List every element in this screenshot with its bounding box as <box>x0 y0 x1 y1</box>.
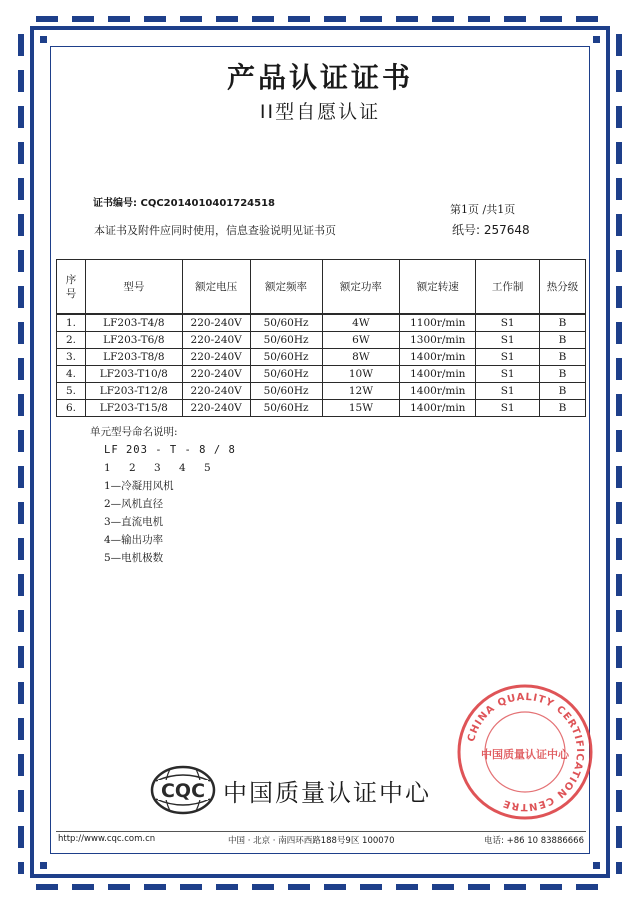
cell-speed: 1400r/min <box>400 383 476 400</box>
naming-number: 2 <box>129 462 136 474</box>
cell-model: LF203-T12/8 <box>85 383 182 400</box>
table-row <box>57 383 586 400</box>
naming-number: 1 <box>104 462 111 474</box>
header-power: 额定功率 <box>322 260 400 315</box>
certificate-number <box>93 194 275 209</box>
table-header-row <box>57 260 586 315</box>
cell-power: 12W <box>322 383 400 400</box>
cell-power: 4W <box>322 314 400 332</box>
model-naming-section <box>90 423 236 567</box>
cell-duty: S1 <box>476 383 540 400</box>
cell-voltage: 220-240V <box>182 366 250 383</box>
cell-frequency: 50/60Hz <box>250 349 322 366</box>
organization-name: 中国质量认证中心 <box>223 779 431 807</box>
header-seq <box>57 260 86 315</box>
naming-code: LF 203 - T - 8 / 8 <box>104 444 236 456</box>
corner-mark <box>40 36 47 43</box>
header-speed: 额定转速 <box>400 260 476 315</box>
seal-graphic <box>455 682 595 822</box>
cell-speed: 1400r/min <box>400 349 476 366</box>
header-model: 型号 <box>85 260 182 315</box>
cell-seq: 5. <box>57 383 86 400</box>
cqc-logo-icon <box>150 765 216 815</box>
cell-power: 15W <box>322 400 400 417</box>
footer-address: 中国 · 北京 · 南四环西路188号9区 100070 <box>228 836 395 846</box>
cell-duty: S1 <box>476 332 540 349</box>
naming-position-numbers <box>104 459 236 477</box>
page-indicator: 第1页 /共1页 <box>450 203 516 216</box>
header-seq-top: 序 <box>65 273 77 286</box>
cell-duty: S1 <box>476 349 540 366</box>
cell-model: LF203-T10/8 <box>85 366 182 383</box>
cell-voltage: 220-240V <box>182 400 250 417</box>
naming-item: 2—风机直径 <box>104 498 164 510</box>
border-dash-left <box>18 34 24 874</box>
cell-power: 8W <box>322 349 400 366</box>
cqc-logo <box>150 765 216 819</box>
cell-insulation: B <box>540 332 586 349</box>
cell-speed: 1100r/min <box>400 314 476 332</box>
header-frequency: 额定频率 <box>250 260 322 315</box>
cell-seq: 4. <box>57 366 86 383</box>
cell-voltage: 220-240V <box>182 332 250 349</box>
border-dash-right <box>616 34 622 874</box>
cell-model: LF203-T15/8 <box>85 400 182 417</box>
cell-speed: 1400r/min <box>400 400 476 417</box>
corner-mark <box>40 862 47 869</box>
cell-model: LF203-T4/8 <box>85 314 182 332</box>
cell-frequency: 50/60Hz <box>250 366 322 383</box>
corner-mark <box>593 862 600 869</box>
cell-insulation: B <box>540 383 586 400</box>
naming-heading: 单元型号命名说明: <box>90 426 178 438</box>
paper-number <box>452 221 530 238</box>
cell-speed: 1400r/min <box>400 366 476 383</box>
border-dash-top <box>36 16 606 22</box>
table-row <box>57 349 586 366</box>
cell-speed: 1300r/min <box>400 332 476 349</box>
table-row <box>57 314 586 332</box>
cell-power: 10W <box>322 366 400 383</box>
usage-notice: 本证书及附件应同时使用，信息查验说明见证书页 <box>94 224 336 237</box>
official-seal <box>455 682 595 826</box>
cell-insulation: B <box>540 349 586 366</box>
cell-seq: 3. <box>57 349 86 366</box>
cell-voltage: 220-240V <box>182 349 250 366</box>
header-seq-bottom: 号 <box>65 287 77 300</box>
border-dash-bottom <box>36 884 606 890</box>
footer-divider <box>56 831 586 832</box>
cell-voltage: 220-240V <box>182 314 250 332</box>
cell-seq: 6. <box>57 400 86 417</box>
cell-insulation: B <box>540 366 586 383</box>
cell-model: LF203-T8/8 <box>85 349 182 366</box>
cell-duty: S1 <box>476 314 540 332</box>
document-title: 产品认证证书 <box>226 61 413 94</box>
naming-item: 4—输出功率 <box>104 534 164 546</box>
cell-insulation: B <box>540 400 586 417</box>
footer-phone: 电话: +86 10 83886666 <box>484 836 584 846</box>
header-duty: 工作制 <box>476 260 540 315</box>
logo-text: CQC <box>160 780 206 802</box>
paper-number-label: 纸号: <box>452 223 484 237</box>
naming-item: 1—冷凝用风机 <box>104 480 174 492</box>
table-row <box>57 366 586 383</box>
cell-frequency: 50/60Hz <box>250 332 322 349</box>
cell-insulation: B <box>540 314 586 332</box>
cell-voltage: 220-240V <box>182 383 250 400</box>
certificate-number-label: 证书编号: <box>93 198 141 209</box>
seal-text-en: CHINA QUALITY CERTIFICATION CENTRE <box>466 691 586 813</box>
corner-mark <box>593 36 600 43</box>
cell-frequency: 50/60Hz <box>250 314 322 332</box>
naming-item: 3—直流电机 <box>104 516 164 528</box>
cell-duty: S1 <box>476 366 540 383</box>
document-subtitle: II型自愿认证 <box>259 101 381 123</box>
cell-duty: S1 <box>476 400 540 417</box>
specification-table <box>56 259 586 417</box>
cell-seq: 2. <box>57 332 86 349</box>
cell-seq: 1. <box>57 314 86 332</box>
table-row <box>57 400 586 417</box>
header-voltage: 额定电压 <box>182 260 250 315</box>
naming-item: 5—电机极数 <box>104 552 164 564</box>
naming-number: 4 <box>179 462 186 474</box>
paper-number-value: 257648 <box>483 223 530 237</box>
header-insulation: 热分级 <box>540 260 586 315</box>
seal-text-cn: 中国质量认证中心 <box>481 748 569 761</box>
cell-frequency: 50/60Hz <box>250 400 322 417</box>
cell-frequency: 50/60Hz <box>250 383 322 400</box>
naming-number: 5 <box>204 462 211 474</box>
footer-website: http://www.cqc.com.cn <box>58 834 156 844</box>
cell-model: LF203-T6/8 <box>85 332 182 349</box>
naming-number: 3 <box>154 462 161 474</box>
certificate-number-value: CQC2014010401724518 <box>140 198 275 209</box>
cell-power: 6W <box>322 332 400 349</box>
table-row <box>57 332 586 349</box>
